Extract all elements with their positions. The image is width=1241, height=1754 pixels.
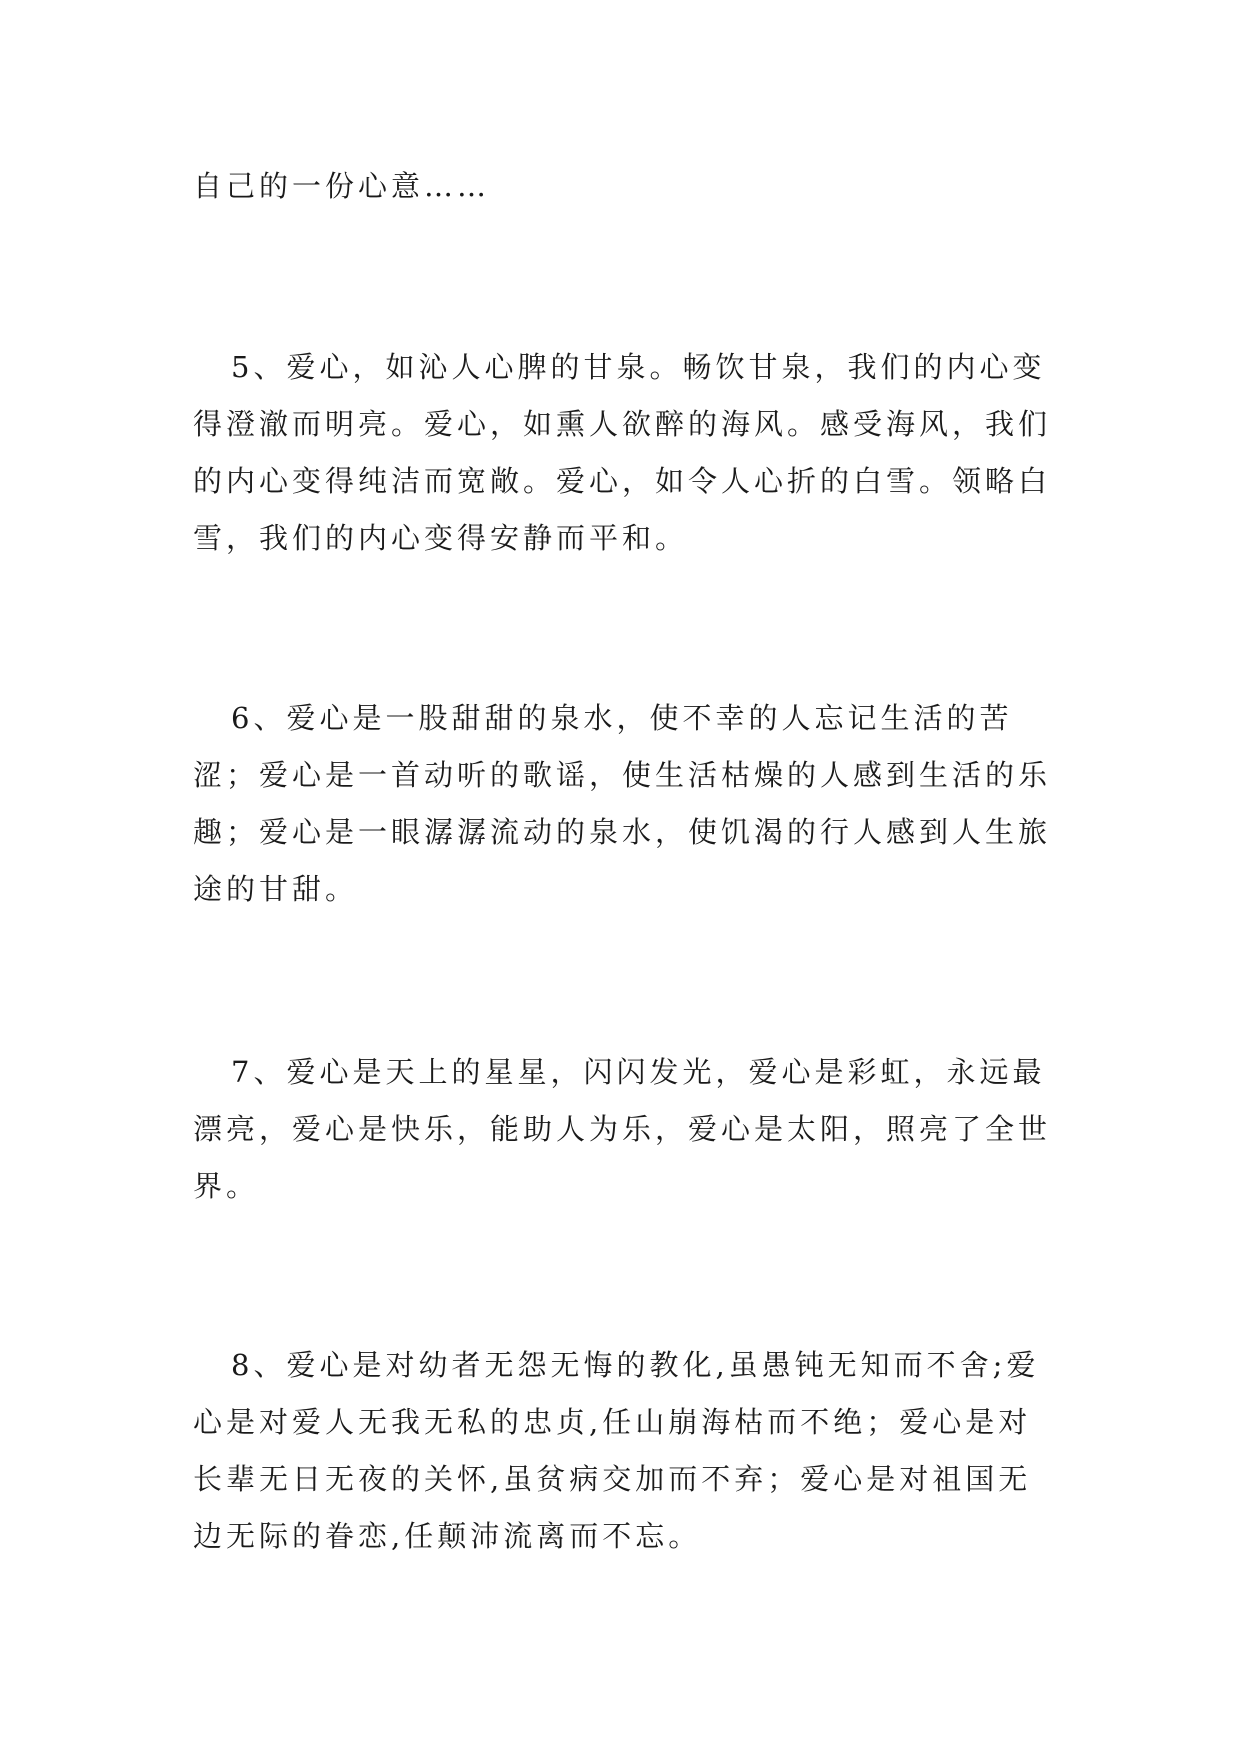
paragraph-6: 6、爱心是一股甜甜的泉水，使不幸的人忘记生活的苦涩；爱心是一首动听的歌谣，使生活枯燥的人感到生活的乐趣；爱心是一眼潺潺流动的泉水，使饥渴的行人感到人生旅途的甘甜。: [193, 701, 1052, 906]
paragraph-7: 7、爱心是天上的星星，闪闪发光，爱心是彩虹，永远最漂亮，爱心是快乐，能助人为乐，爱心是太阳，照亮了全世界。: [193, 1055, 1052, 1203]
paragraph-8: 8、爱心是对幼者无怨无悔的教化,虽愚钝无知而不舍;爱心是对爱人无我无私的忠贞,任山崩海枯而不绝；爱心是对长辈无日无夜的关怀,虽贫病交加而不弃；爱心是对祖国无边无际的眷恋,任颠沛流离而不忘。: [193, 1348, 1040, 1553]
continuation-text: 自己的一份心意……: [193, 169, 491, 203]
paragraph-5: 5、爱心，如沁人心脾的甘泉。畅饮甘泉，我们的内心变得澄澈而明亮。爱心，如熏人欲醉的海风。感受海风，我们的内心变得纯洁而宽敞。爱心，如令人心折的白雪。领略白雪，我们的内心变得安静而平和。: [193, 350, 1052, 555]
